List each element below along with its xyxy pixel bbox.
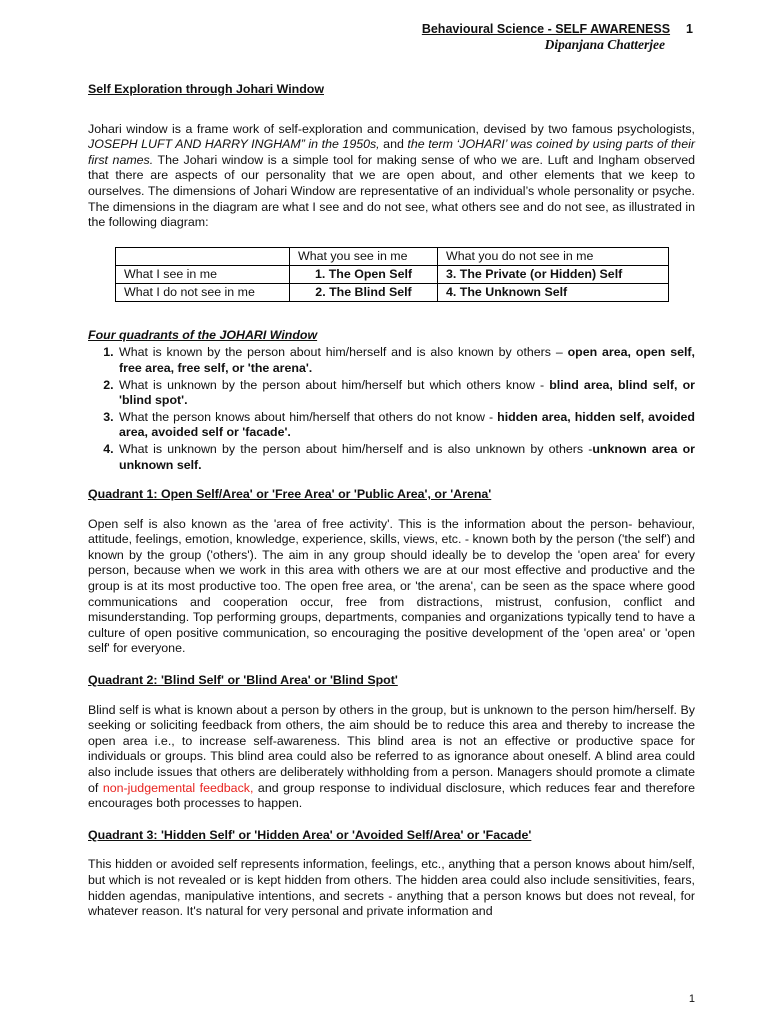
- quadrant-2-heading: Quadrant 2: 'Blind Self' or 'Blind Area' or 'Blind Spot': [88, 673, 398, 688]
- table-row: [116, 283, 669, 301]
- footer-page-number: 1: [688, 993, 695, 1006]
- quadrant-unknown-self: 4. The Unknown Self: [438, 283, 669, 301]
- johari-table: [115, 247, 669, 302]
- quadrant-2-text-1: Blind self is what is known about a person by others in the group, but is unknown to the person him/herself. By seeking or soliciting feedback from others, the aim should be to reduce this area and thereby to increase the open area i.e., to increase self-awareness. This blind area is not an effective or productive space for individuals or groups. This blind area could also be referred to as ignorance about oneself. A blind area could also include issues that others are deliberately withholding from a person. Managers should promote a climate of: [88, 702, 695, 795]
- quadrant-1-heading: Quadrant 1: Open Self/Area' or 'Free Area' or 'Public Area', or 'Arena': [88, 487, 492, 502]
- highlighted-phrase: non-judgemental feedback,: [102, 780, 254, 795]
- intro-text-2: and: [379, 137, 408, 152]
- table-header-see: What you see in me: [290, 247, 438, 265]
- intro-paragraph: [88, 122, 695, 231]
- intro-italic-1: JOSEPH LUFT AND HARRY INGHAM” in the 1950s,: [88, 137, 380, 152]
- list-item: [117, 410, 695, 441]
- table-row: [116, 247, 669, 265]
- intro-text-3: The Johari window is a simple tool for making sense of who we are. Luft and Ingham observed that there are aspects of our personality that we are open about, and other elements that we keep to ourselves. The dimensions of Johari Window are representative of an individual’s whole personality or psyche. The dimensions in the diagram are what I see and do not see, what others see and do not see, as illustrated in the following diagram:: [88, 152, 695, 230]
- table-corner-cell: [116, 247, 290, 265]
- table-header-not-see: What you do not see in me: [438, 247, 669, 265]
- document-title: Self Exploration through Johari Window: [88, 82, 324, 96]
- quadrant-1-paragraph: Open self is also known as the 'area of free activity'. This is the information about the person- behaviour, attitude, feelings, emotion, knowledge, experience, skills, views, etc. - known both by the person ('the self') and known by the group ('others'). The aim in any group should ideally be to develop the 'open area' for every person, because when we work in this area with others we are at our most effective and productive and the group is at its most productive too. The open free area, or 'the arena', can be seen as the space where good communications and cooperation occur, free from distractions, mistrust, confusion, conflict and misunderstanding. Top performing groups, departments, companies and organizations typically tend to have a culture of open positive communication, so encouraging the positive development of the 'open area' or 'open self' for everyone.: [88, 516, 695, 656]
- quadrant-2-text-2: and group response to individual disclosure, which reduces fear and therefore encourages both processes to happen.: [88, 780, 696, 811]
- header-course-line: [422, 22, 693, 37]
- intro-text-1: Johari window is a frame work of self-exploration and communication, devised by two famous psychologists,: [88, 121, 695, 136]
- quadrants-heading: Four quadrants of the JOHARI Window: [88, 327, 318, 342]
- list-item-text: What is unknown by the person about him/herself and is also unknown by others -: [119, 441, 593, 456]
- list-item-text: What is known by the person about him/herself and is also known by others –: [119, 345, 568, 360]
- list-item: [117, 378, 695, 409]
- list-item: [117, 345, 695, 376]
- quadrant-3-paragraph: This hidden or avoided self represents information, feelings, etc., anything that a person knows about him/self, but which is not revealed or is kept hidden from others. The hidden area could also include sensitivities, fears, hidden agendas, manipulative intentions, and secrets - anything that a person knows but does not reveal, for whatever reason. It's natural for very personal and private information and: [88, 857, 695, 919]
- list-item: [117, 442, 695, 473]
- list-item-bold: open area, open self, free area, free self, or 'the arena'.: [119, 345, 695, 375]
- page-header: [422, 22, 693, 53]
- quadrants-list: [88, 345, 695, 473]
- table-row-label-see: What I see in me: [116, 265, 290, 283]
- list-item-text: What the person knows about him/herself that others do not know -: [119, 409, 498, 424]
- list-item-bold: blind area, blind self, or 'blind spot'.: [119, 377, 695, 408]
- header-page-number: 1: [686, 22, 693, 36]
- quadrant-open-self: 1. The Open Self: [290, 265, 438, 283]
- list-item-bold: unknown area or unknown self.: [119, 441, 695, 472]
- quadrant-2-paragraph: [88, 703, 695, 812]
- intro-italic-2: the term ‘JOHARI’ was coined by using parts of their first names.: [88, 137, 695, 167]
- quadrant-3-heading: Quadrant 3: 'Hidden Self' or 'Hidden Area' or 'Avoided Self/Area' or 'Facade': [88, 827, 532, 842]
- list-item-text: What is unknown by the person about him/herself but which others know -: [119, 377, 550, 392]
- list-item-bold: hidden area, hidden self, avoided area, avoided self or 'facade'.: [119, 409, 696, 440]
- quadrant-blind-self: 2. The Blind Self: [290, 283, 438, 301]
- quadrant-hidden-self: 3. The Private (or Hidden) Self: [438, 265, 669, 283]
- table-row-label-not-see: What I do not see in me: [116, 283, 290, 301]
- table-row: [116, 265, 669, 283]
- header-course: Behavioural Science - SELF AWARENESS: [421, 22, 671, 36]
- header-author: Dipanjana Chatterjee: [544, 37, 665, 52]
- document-body: [88, 82, 695, 920]
